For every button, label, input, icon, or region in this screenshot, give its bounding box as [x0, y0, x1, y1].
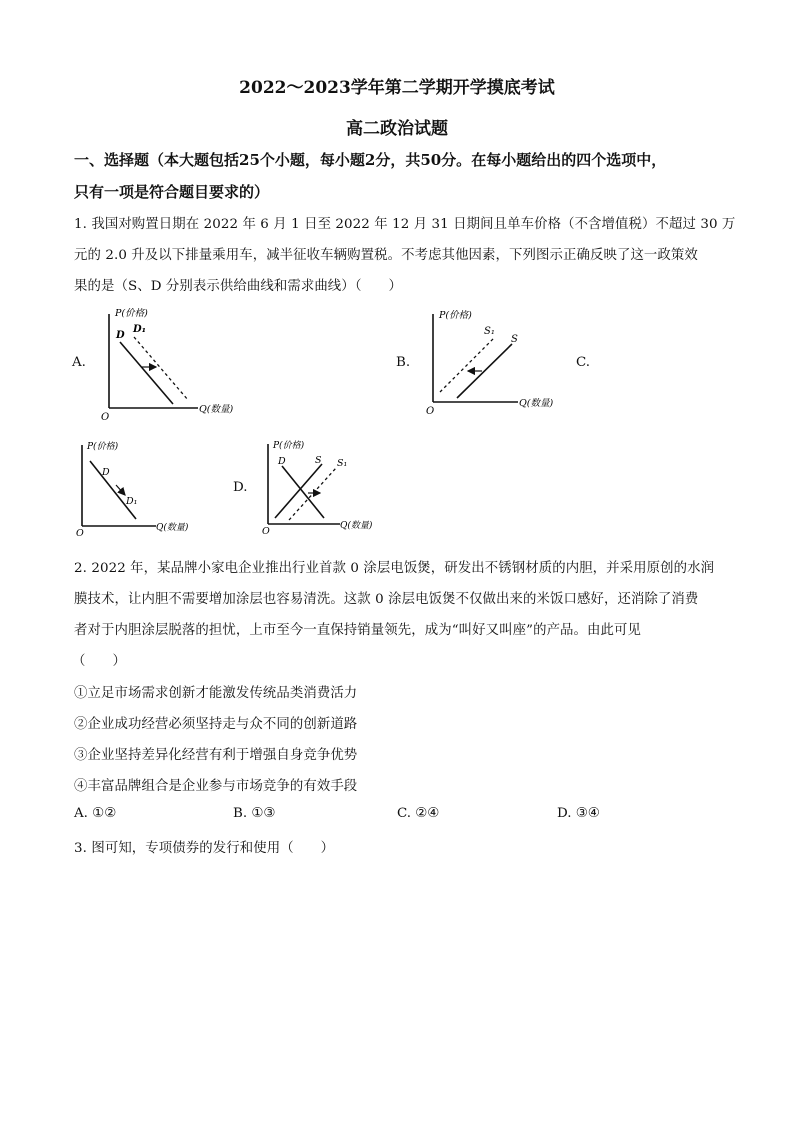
graph-b-label-s: S — [511, 334, 518, 345]
q2-option-c: C. ②④ — [397, 806, 440, 821]
graph-c — [70, 437, 210, 539]
graph-c-p-label: P(价格) — [87, 442, 119, 452]
q1-text-line3: 果的是（S、D 分别表示供给曲线和需求曲线）（ ） — [74, 279, 403, 294]
graph-d-label-s1: S₁ — [337, 458, 348, 469]
graph-c-label-d: D — [102, 467, 110, 478]
graph-b — [420, 304, 580, 419]
q2-text-line2: 膜技术，让内胆不需要增加涂层也容易清洗。这款 0 涂层电饭煲不仅做出来的米饭口感好，还消除了消费 — [74, 592, 699, 607]
q2-option-d: D. ③④ — [557, 806, 600, 821]
q2-text-line3: 者对于内胆涂层脱落的担忧，上市至今一直保持销量领先，成为“叫好又叫座”的产品。由此可见 — [74, 623, 642, 638]
graph-c-q-label: Q(数量) — [156, 523, 189, 533]
graph-a — [96, 304, 256, 423]
q3-text-line1: 3. 图可知，专项债券的发行和使用（ ） — [74, 841, 335, 856]
graph-b-p-label: P(价格) — [439, 310, 472, 321]
graph-d-label-s: S — [315, 455, 322, 466]
graph-b-origin: O — [426, 406, 435, 417]
q2-statement-3: ③企业坚持差异化经营有利于增强自身竞争优势 — [74, 748, 358, 763]
graph-c-demand-line — [90, 461, 136, 519]
q2-option-a: A. ①② — [74, 806, 117, 821]
q2-text-line1: 2. 2022 年，某品牌小家电企业推出行业首款 0 涂层电饭煲，研发出不锈钢材质的内胆，并采用原创的水润 — [74, 561, 715, 576]
graph-d — [256, 436, 396, 538]
q1-text-line1: 1. 我国对购置日期在 2022 年 6 月 1 日至 2022 年 12 月 31 日期间且单车价格（不含增值税）不超过 30 万 — [74, 217, 736, 232]
q1-option-c-label: C. — [576, 355, 591, 370]
q1-text-line2: 元的 2.0 升及以下排量乘用车，减半征收车辆购置税。不考虑其他因素，下列图示正确反映了这一政策效 — [74, 248, 698, 263]
q1-option-d-label: D. — [233, 480, 248, 495]
graph-a-q-label: Q(数量) — [199, 404, 234, 415]
q2-statement-4: ④丰富品牌组合是企业参与市场竞争的有效手段 — [74, 779, 358, 794]
graph-c-label-d1: D₁ — [126, 496, 138, 507]
graph-b-q-label: Q(数量) — [519, 398, 554, 409]
section-heading-line2: 只有一项是符合题目要求的） — [74, 183, 270, 201]
graph-d-origin: O — [262, 526, 270, 537]
graph-b-curve-s — [457, 344, 512, 398]
graph-d-label-d: D — [278, 456, 286, 467]
graph-a-origin: O — [101, 412, 110, 423]
exam-title: 2022～2023学年第二学期开学摸底考试 — [239, 78, 555, 98]
exam-subtitle: 高二政治试题 — [346, 119, 448, 139]
graph-a-label-d1: D₁ — [133, 324, 147, 335]
section-heading-line1: 一、选择题（本大题包括25个小题，每小题2分，共50分。在每小题给出的四个选项中， — [74, 151, 667, 169]
graph-d-q-label: Q(数量) — [340, 521, 373, 531]
graph-d-p-label: P(价格) — [273, 441, 305, 451]
q2-statement-1: ①立足市场需求创新才能激发传统品类消费活力 — [74, 686, 358, 701]
graph-a-label-d: D — [116, 330, 125, 341]
graph-b-label-s1: S₁ — [484, 326, 495, 337]
graph-c-origin: O — [76, 528, 84, 539]
graph-a-p-label: P(价格) — [115, 308, 148, 319]
q2-option-b: B. ①③ — [233, 806, 276, 821]
q1-option-b-label: B. — [396, 355, 411, 370]
q2-statement-2: ②企业成功经营必须坚持走与众不同的创新道路 — [74, 717, 358, 732]
graph-d-demand-line — [282, 466, 324, 518]
graph-b-curve-s1 — [440, 337, 495, 392]
graph-c-shift-arrow — [116, 485, 125, 495]
q2-answer-paren: （ ） — [72, 654, 126, 669]
q1-option-a-label: A. — [72, 355, 86, 370]
